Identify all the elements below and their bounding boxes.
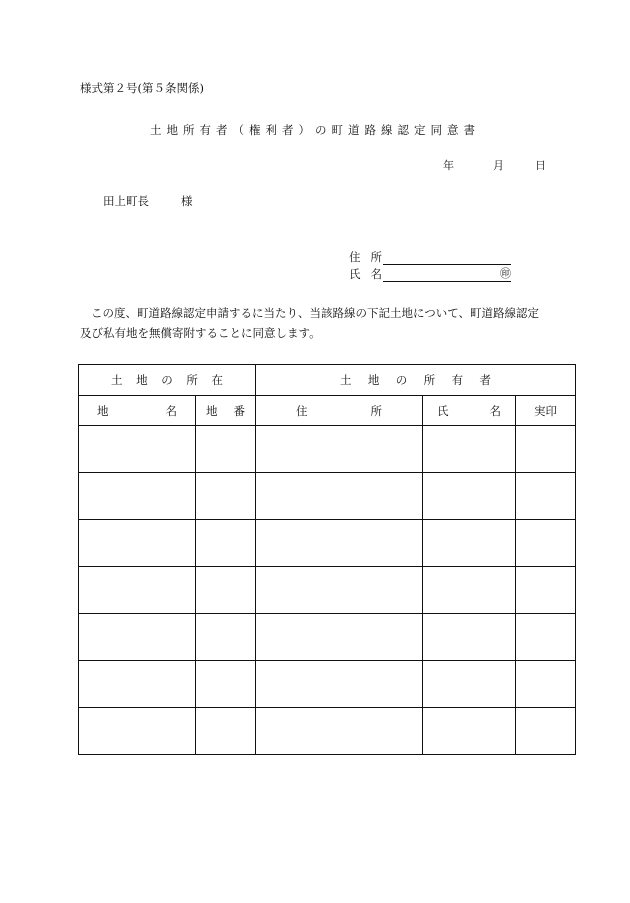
cell-address[interactable] (256, 567, 423, 614)
col-lot-number-label: 地 番 (206, 403, 245, 418)
cell-name[interactable] (423, 473, 516, 520)
cell-land-name[interactable] (79, 614, 196, 661)
col-address-label: 住 所 (296, 403, 382, 418)
cell-name[interactable] (423, 708, 516, 755)
cell-lot-number[interactable] (196, 614, 256, 661)
cell-name[interactable] (423, 426, 516, 473)
table-row (79, 473, 576, 520)
statement-line-1: この度、町道路線認定申請するに当たり、当該路線の下記土地について、町道路線認定 (91, 306, 540, 320)
date-line (443, 157, 546, 173)
table-row (79, 426, 576, 473)
table-row (79, 661, 576, 708)
date-month: 月 (493, 159, 504, 172)
table-column-header (79, 396, 576, 426)
addressee-name: 田上町長 (103, 194, 149, 208)
cell-seal[interactable] (516, 661, 576, 708)
cell-seal[interactable] (516, 473, 576, 520)
address-label: 住所 (349, 250, 392, 264)
name-field[interactable] (383, 267, 511, 282)
date-year: 年 (443, 159, 454, 172)
col-address (256, 396, 423, 426)
table-row (79, 614, 576, 661)
cell-address[interactable] (256, 473, 423, 520)
cell-land-name[interactable] (79, 661, 196, 708)
cell-seal[interactable] (516, 614, 576, 661)
addressee-honorific: 様 (181, 194, 193, 208)
cell-seal[interactable] (516, 708, 576, 755)
cell-lot-number[interactable] (196, 708, 256, 755)
table-row (79, 567, 576, 614)
land-table (78, 364, 576, 755)
name-label: 氏名 (349, 267, 392, 281)
cell-lot-number[interactable] (196, 520, 256, 567)
cell-land-name[interactable] (79, 473, 196, 520)
cell-name[interactable] (423, 567, 516, 614)
signature-name-row (349, 266, 511, 282)
col-lot-number (196, 396, 256, 426)
cell-address[interactable] (256, 708, 423, 755)
cell-lot-number[interactable] (196, 473, 256, 520)
cell-land-name[interactable] (79, 520, 196, 567)
col-name (423, 396, 516, 426)
address-field[interactable] (383, 250, 511, 265)
cell-address[interactable] (256, 426, 423, 473)
cell-address[interactable] (256, 661, 423, 708)
date-day: 日 (535, 159, 546, 172)
col-land-name-label: 地 名 (97, 403, 177, 418)
signature-address-row (349, 249, 511, 265)
cell-address[interactable] (256, 614, 423, 661)
cell-address[interactable] (256, 520, 423, 567)
table-row (79, 708, 576, 755)
table-row (79, 520, 576, 567)
addressee (103, 193, 193, 209)
cell-seal[interactable] (516, 426, 576, 473)
statement-line-2: 及び私有地を無償寄附することに同意します。 (80, 326, 321, 340)
cell-name[interactable] (423, 614, 516, 661)
consent-statement (80, 303, 560, 343)
cell-seal[interactable] (516, 567, 576, 614)
col-name-label: 氏 名 (437, 403, 501, 418)
cell-name[interactable] (423, 520, 516, 567)
group-location-label: 土 地 の 所 在 (111, 373, 223, 387)
cell-seal[interactable] (516, 520, 576, 567)
col-seal: 実印 (516, 396, 576, 426)
cell-lot-number[interactable] (196, 567, 256, 614)
page-title: 土地所有者（権利者）の町道路線認定同意書 (150, 123, 480, 137)
seal-mark: ㊞ (500, 267, 511, 280)
cell-land-name[interactable] (79, 708, 196, 755)
cell-land-name[interactable] (79, 567, 196, 614)
table-group-header (79, 365, 576, 396)
col-land-name (79, 396, 196, 426)
cell-lot-number[interactable] (196, 426, 256, 473)
cell-name[interactable] (423, 661, 516, 708)
group-location-header (79, 365, 256, 396)
form-number: 様式第２号(第５条関係) (80, 81, 204, 95)
cell-land-name[interactable] (79, 426, 196, 473)
cell-lot-number[interactable] (196, 661, 256, 708)
group-owner-header (256, 365, 576, 396)
group-owner-label: 土 地 の 所 有 者 (340, 373, 491, 387)
